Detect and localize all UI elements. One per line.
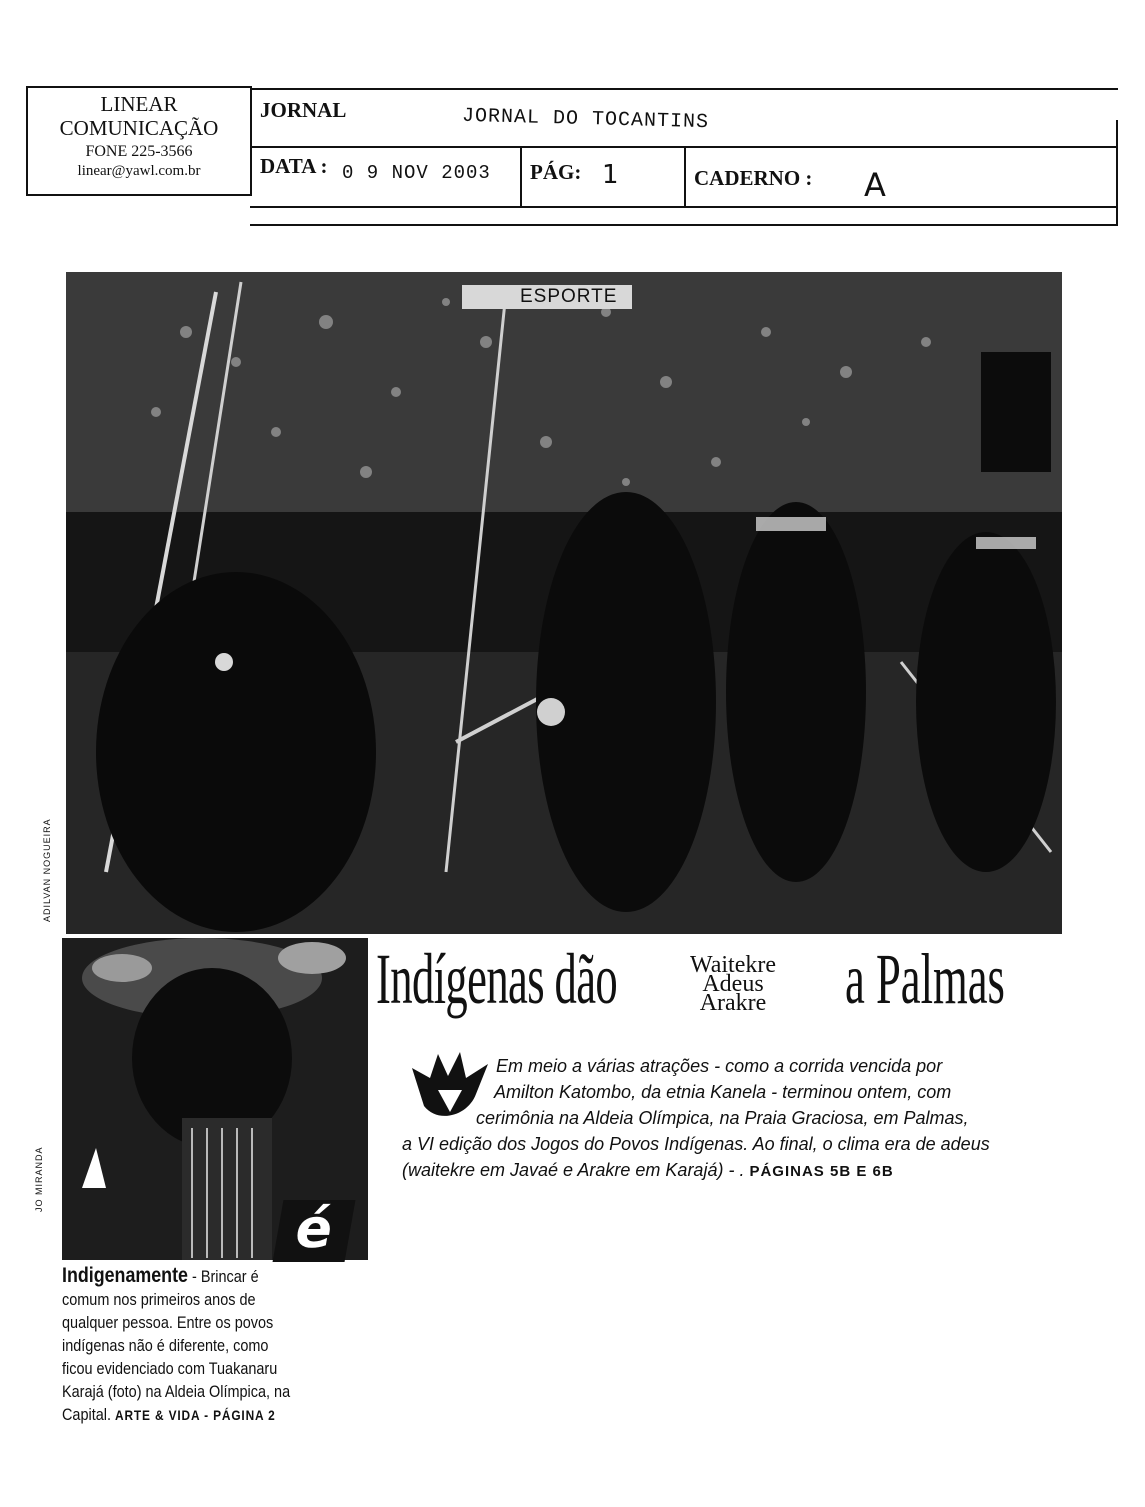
headline-left: Indígenas dão [376,939,618,1019]
agency-name-line2: COMUNICAÇÃO [59,116,219,140]
sidebar-line-7-text: Capital. [62,1405,111,1424]
headline-right: a Palmas [845,939,1005,1019]
sidebar-line-1 [62,1264,385,1288]
jornal-value: JORNAL DO TOCANTINS [461,104,710,135]
sidebar-line-3: qualquer pessoa. Entre os povos [62,1313,274,1332]
lead-line-5 [402,1158,894,1184]
agency-name-line1: LINEAR [100,92,178,116]
data-label: DATA : [260,154,328,178]
sidebar-line-1-text: Brincar é [200,1267,259,1286]
lead-line-5-text: (waitekre em Javaé e Arakre em Karajá) - . [402,1160,745,1180]
sidebar-line-7 [62,1403,385,1427]
headline-stack-word-2: Adeus [702,971,764,997]
sidebar-line-2: comum nos primeiros anos de [62,1290,256,1309]
data-value: 0 9 NOV 2003 [342,162,491,184]
main-photo [66,272,1062,934]
lead-page-ref: PÁGINAS 5B E 6B [749,1163,894,1180]
agency-email: linear@yawl.com.br [77,163,201,179]
caderno-label: CADERNO : [694,166,813,190]
pag-label: PÁG: [530,160,582,184]
sidebar-kicker-sep: - [187,1267,201,1286]
pag-value: 1 [602,160,619,190]
agency-phone: FONE 225-3566 [85,143,193,160]
lead-line-1: Em meio a várias atrações - como a corrida vencida por [496,1056,943,1076]
jornal-label: JORNAL [260,98,347,122]
lead-line-3: cerimônia na Aldeia Olímpica, na Praia Graciosa, em Palmas, [476,1108,969,1128]
sidebar-line-6: Karajá (foto) na Aldeia Olímpica, na [62,1382,291,1401]
section-tag-esporte [462,285,632,309]
lead-line-2: Amilton Katombo, da etnia Kanela - terminou ontem, com [494,1082,952,1102]
photo-credit-sidebar: JO MIRANDA [34,1146,44,1212]
agency-block [30,92,248,180]
headline-stack-word-1: Waitekre [690,952,777,978]
section-badge-e: é [273,1200,356,1262]
sidebar-kicker: Indigenamente [62,1264,188,1287]
headline-stacked-words [690,952,777,1016]
sidebar-page-ref: ARTE & VIDA - PÁGINA 2 [115,1407,276,1423]
lead-line-4: a VI edição dos Jogos do Povos Indígenas. Ao final, o clima era de adeus [402,1134,990,1154]
photo-credit-main: ADILVAN NOGUEIRA [42,818,52,922]
caderno-value: A [864,166,886,204]
section-tag-text: ESPORTE [520,286,618,307]
sidebar-line-4: indígenas não é diferente, como [62,1336,269,1355]
ceremony-photo-illustration [66,272,1062,934]
headline-stack-word-3: Arakre [699,990,767,1016]
sidebar-line-5: ficou evidenciado com Tuakanaru [62,1359,278,1378]
sidebar-text [62,1264,385,1427]
